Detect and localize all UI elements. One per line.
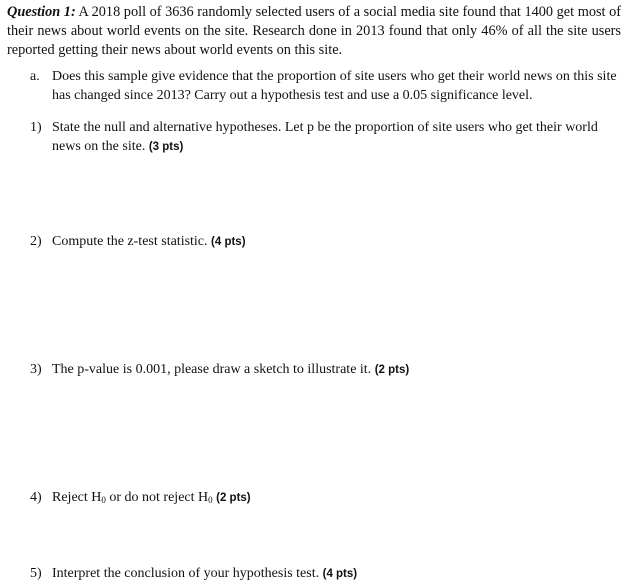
item-1-text: State the null and alternative hypotheses. Let p be the proportion of site users who get their world news on the site. [52, 120, 598, 154]
item-3-text-block [52, 360, 622, 380]
question-label: Question 1: [7, 4, 76, 20]
question-intro-text: A 2018 poll of 3636 randomly selected users of a social media site found that 1400 get most of their news about world events on the site. Research done in 2013 found that only 46% of all the site users reported getting their news about world events on this site. [7, 4, 621, 58]
item-2-points: (4 pts) [211, 236, 246, 248]
item-4-points: (2 pts) [216, 492, 251, 504]
item-4-number: 4) [30, 490, 42, 505]
item-1-points: (3 pts) [148, 141, 184, 153]
item-2 [30, 232, 622, 252]
item-2-text-block [52, 232, 622, 252]
item-3-text: The p-value is 0.001, please draw a sketch to illustrate it. [52, 362, 372, 377]
item-4-text-block [52, 488, 622, 510]
item-2-text: Compute the z-test statistic. [52, 234, 208, 249]
part-a [30, 67, 622, 105]
item-5-number: 5) [30, 566, 42, 581]
question-intro [7, 3, 621, 60]
part-a-marker: a. [30, 69, 40, 84]
item-1-text-block [52, 118, 622, 157]
part-a-text: Does this sample give evidence that the proportion of site users who get their world news on this site has changed since 2013? Carry out a hypothesis test and use a 0.05 significance level. [52, 69, 617, 103]
item-5 [30, 564, 622, 584]
item-5-text: Interpret the conclusion of your hypothesis test. [52, 566, 320, 581]
item-3-number: 3) [30, 362, 42, 377]
item-1-number: 1) [30, 120, 42, 135]
item-4-subscript-1: 0 [101, 495, 106, 505]
item-1 [30, 118, 622, 157]
item-4-subscript-2: 0 [208, 495, 213, 505]
item-4-text-mid: or do not reject H [105, 490, 209, 505]
item-4-text-before: Reject H [52, 490, 102, 505]
item-4 [30, 488, 622, 510]
item-3 [30, 360, 622, 380]
item-5-points: (4 pts) [322, 568, 358, 580]
item-2-number: 2) [30, 234, 42, 249]
item-3-points: (2 pts) [374, 364, 410, 376]
item-5-text-block [52, 564, 622, 584]
